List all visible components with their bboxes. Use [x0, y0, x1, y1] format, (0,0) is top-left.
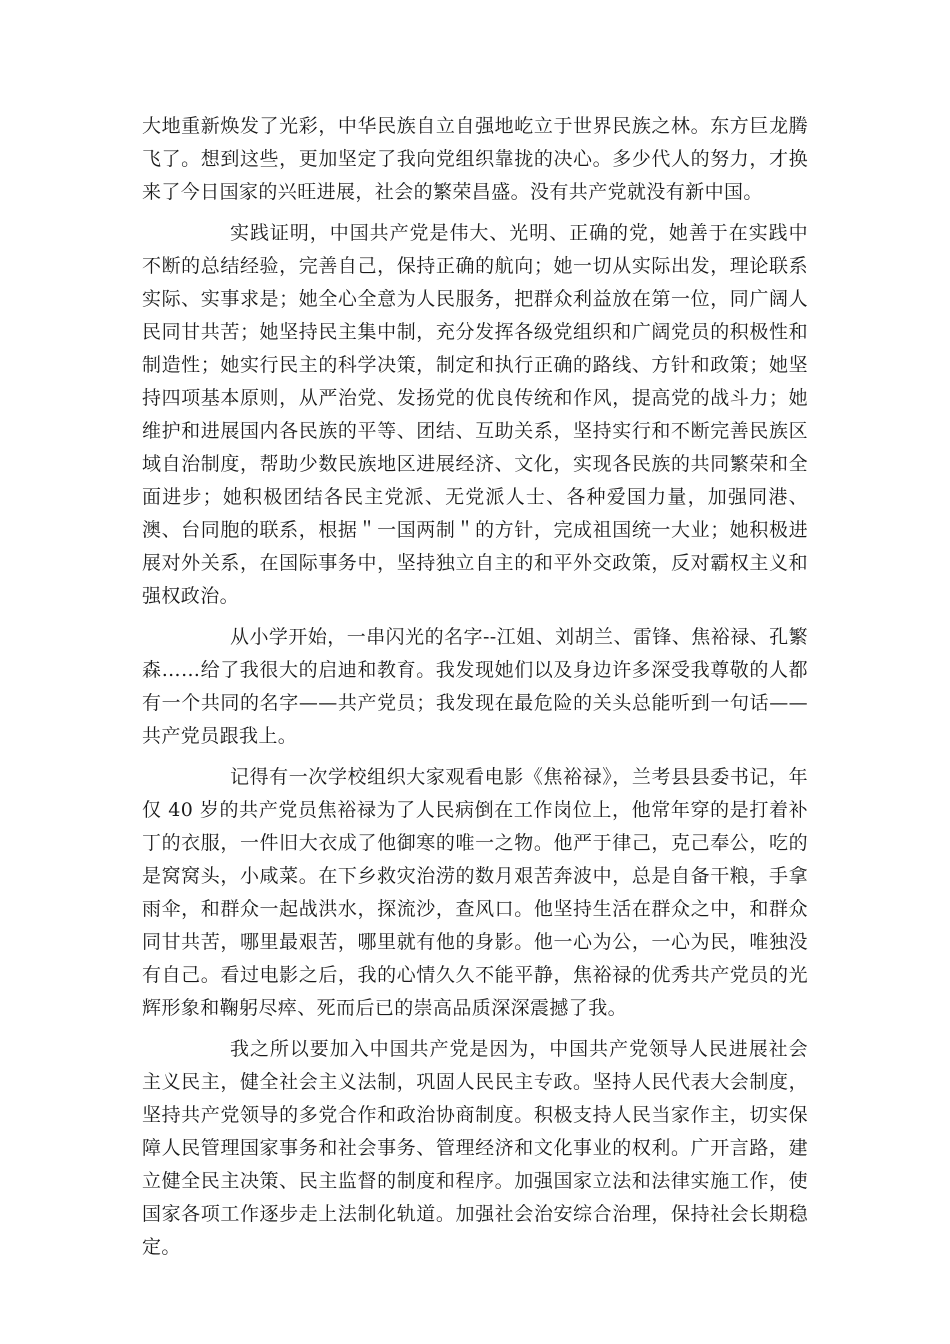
paragraph-jiao-yulu-film: 记得有一次学校组织大家观看电影《焦裕禄》，兰考县县委书记，年仅 40 岁的共产党员焦裕禄为了人民病倒在工作岗位上，他常年穿的是打着补丁的衣服，一件旧大衣成了他御寒的唯一之物。他严于律己，克己奉公，吃的是窝窝头，小咸菜。在下乡救灾治涝的数月艰苦奔波中，总是自备干粮，手拿雨伞，和群众一起战洪水，探流沙，查风口。他坚持生活在群众之中，和群众同甘共苦，哪里最艰苦，哪里就有他的身影。他一心为公，一心为民，唯独没有自己。看过电影之后，我的心情久久不能平静，焦裕禄的优秀共产党员的光辉形象和鞠躬尽瘁、死而后已的崇高品质深深震撼了我。: [142, 766, 808, 1019]
paragraph-party-correctness: 实践证明，中国共产党是伟大、光明、正确的党，她善于在实践中不断的总结经验，完善自己，保持正确的航向；她一切从实际出发，理论联系实际、实事求是；她全心全意为人民服务，把群众利益放在第一位，同广阔人民同甘共苦；她坚持民主集中制，充分发挥各级党组织和广阔党员的积极性和制造性；她实行民主的科学决策，制定和执行正确的路线、方针和政策；她坚持四项基本原则，从严治党、发扬党的优良传统和作风，提高党的战斗力；她维护和进展国内各民族的平等、团结、互助关系，坚持实行和不断完善民族区域自治制度，帮助少数民族地区进展经济、文化，实现各民族的共同繁荣和全面进步；她积极团结各民主党派、无党派人士、各种爱国力量，加强同港、澳、台同胞的联系，根据＂一国两制＂的方针，完成祖国统一大业；她积极进展对外关系，在国际事务中，坚持独立自主的和平外交政策，反对霸权主义和强权政治。: [142, 222, 808, 607]
paragraph-heroes: 从小学开始，一串闪光的名字--江姐、刘胡兰、雷锋、焦裕禄、孔繁森……给了我很大的启迪和教育。我发现她们以及身边许多深受我尊敬的人都有一个共同的名字——共产党员；我发现在最危险的关头总能听到一句话——共产党员跟我上。: [142, 626, 808, 747]
paragraph-continuation: 大地重新焕发了光彩，中华民族自立自强地屹立于世界民族之林。东方巨龙腾飞了。想到这些，更加坚定了我向党组织靠拢的决心。多少代人的努力，才换来了今日国家的兴旺进展，社会的繁荣昌盛。没有共产党就没有新中国。: [142, 115, 808, 203]
paragraph-reasons-to-join: 我之所以要加入中国共产党是因为，中国共产党领导人民进展社会主义民主，健全社会主义法制，巩固人民民主专政。坚持人民代表大会制度，坚持共产党领导的多党合作和政治协商制度。积极支持人民当家作主，切实保障人民管理国家事务和社会事务、管理经济和文化事业的权利。广开言路，建立健全民主决策、民主监督的制度和程序。加强国家立法和法律实施工作，使国家各项工作逐步走上法制化轨道。加强社会治安综合治理，保持社会长期稳定。: [142, 1038, 808, 1258]
document-body: [142, 110, 808, 1272]
